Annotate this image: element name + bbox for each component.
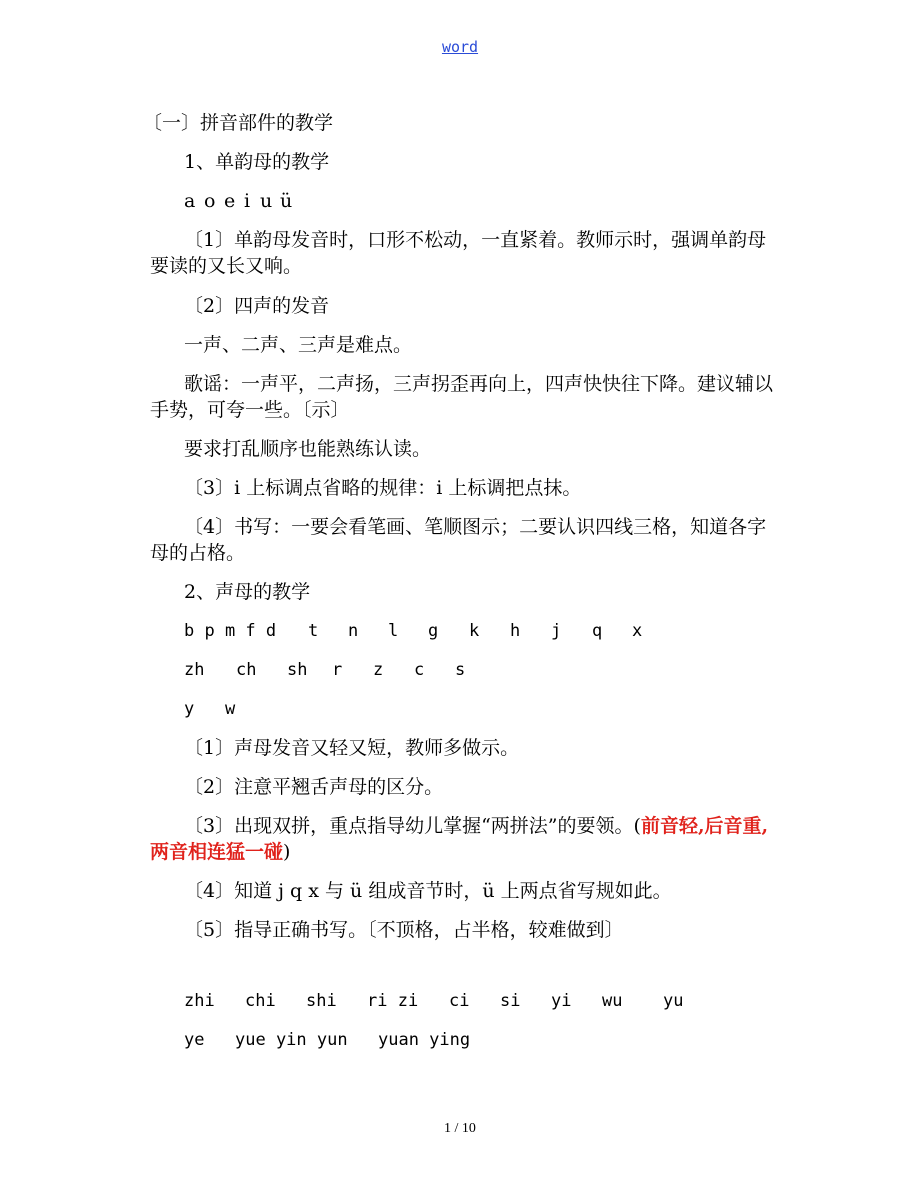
paragraph-4: 歌谣：一声平，二声扬，三声拐歪再向上，四声快快往下降。建议辅以手势，可夸一些。〔示〕 — [150, 373, 774, 421]
initial: n — [348, 621, 359, 641]
page-number: 1 / 10 — [444, 1121, 476, 1136]
paragraph-12: 〔5〕指导正确书写。〔不顶格，占半格，较难做到〕 — [184, 919, 624, 941]
syllable-row-2 — [184, 1027, 478, 1053]
paragraph-9: 〔2〕注意平翘舌声母的区分。 — [184, 776, 444, 798]
initial: k — [469, 621, 480, 641]
initial: c — [414, 660, 425, 680]
paragraph-10 — [150, 813, 775, 865]
vowel: e — [224, 190, 236, 212]
initials-row-1 — [184, 618, 652, 644]
vowel-list — [184, 188, 300, 214]
syllable: zhi — [184, 991, 215, 1011]
vowel: i — [244, 190, 251, 212]
initials-row-3 — [184, 696, 245, 722]
syllable: ye — [184, 1030, 205, 1050]
paragraph-6: 〔3〕i 上标调点省略的规律：i 上标调把点抹。 — [184, 477, 582, 499]
heading-initials: 2、声母的教学 — [184, 581, 311, 603]
heading-single-vowels: 1、单韵母的教学 — [184, 151, 330, 173]
syllable: yue yin yun — [235, 1030, 348, 1050]
initial: q — [592, 621, 603, 641]
vowel: ü — [280, 190, 293, 212]
syllable: chi — [245, 991, 276, 1011]
paragraph-8: 〔1〕声母发音又轻又短，教师多做示。 — [184, 737, 520, 759]
header-link[interactable]: word — [441, 38, 479, 56]
initial: zh — [184, 660, 205, 680]
initial: x — [632, 621, 643, 641]
paragraph-7: 〔4〕书写：一要会看笔画、笔顺图示；二要认识四线三格，知道各字母的占格。 — [150, 516, 767, 564]
syllable: ci — [449, 991, 470, 1011]
paragraph-2: 〔2〕四声的发音 — [184, 295, 330, 317]
syllable: shi — [306, 991, 337, 1011]
section-title: 〔一〕拼音部件的教学 — [143, 112, 334, 134]
initial: sh — [287, 660, 308, 680]
paragraph-11: 〔4〕知道 j q x 与 ü 组成音节时，ü 上两点省写规如此。 — [184, 880, 672, 902]
initial: l — [388, 621, 399, 641]
initial: w — [225, 699, 236, 719]
syllable: ri zi — [367, 991, 419, 1011]
syllable-row-1 — [184, 988, 693, 1014]
highlight-red-text: 前音轻,后音重,两音相连猛一碰 — [150, 815, 769, 863]
initial: j — [551, 621, 562, 641]
syllable: yuan ying — [378, 1030, 471, 1050]
syllable: yi — [551, 991, 572, 1011]
paragraph-10-text: 〔3〕出现双拼，重点指导幼儿掌握“两拼法”的要领。( — [184, 815, 641, 837]
initial: z — [373, 660, 384, 680]
vowel: u — [260, 190, 273, 212]
initial: ch — [236, 660, 257, 680]
page-header — [0, 38, 920, 56]
syllable: yu — [663, 991, 684, 1011]
initial: h — [510, 621, 521, 641]
initial: t — [308, 621, 319, 641]
paragraph-1: 〔1〕单韵母发音时，口形不松动，一直紧着。教师示时，强调单韵母要读的又长又响。 — [150, 229, 767, 277]
paragraph-3: 一声、二声、三声是难点。 — [184, 334, 413, 356]
initial: r — [332, 660, 343, 680]
initial: s — [455, 660, 466, 680]
initial: y — [184, 699, 195, 719]
initials-row-2 — [184, 657, 475, 683]
vowel: a — [184, 190, 196, 212]
vowel: o — [204, 190, 216, 212]
initial: g — [428, 621, 439, 641]
paragraph-10-close: ) — [283, 841, 291, 863]
initial: b p m f d — [184, 621, 277, 641]
paragraph-5: 要求打乱顺序也能熟练认读。 — [184, 438, 432, 460]
syllable: wu — [602, 991, 623, 1011]
syllable: si — [500, 991, 521, 1011]
